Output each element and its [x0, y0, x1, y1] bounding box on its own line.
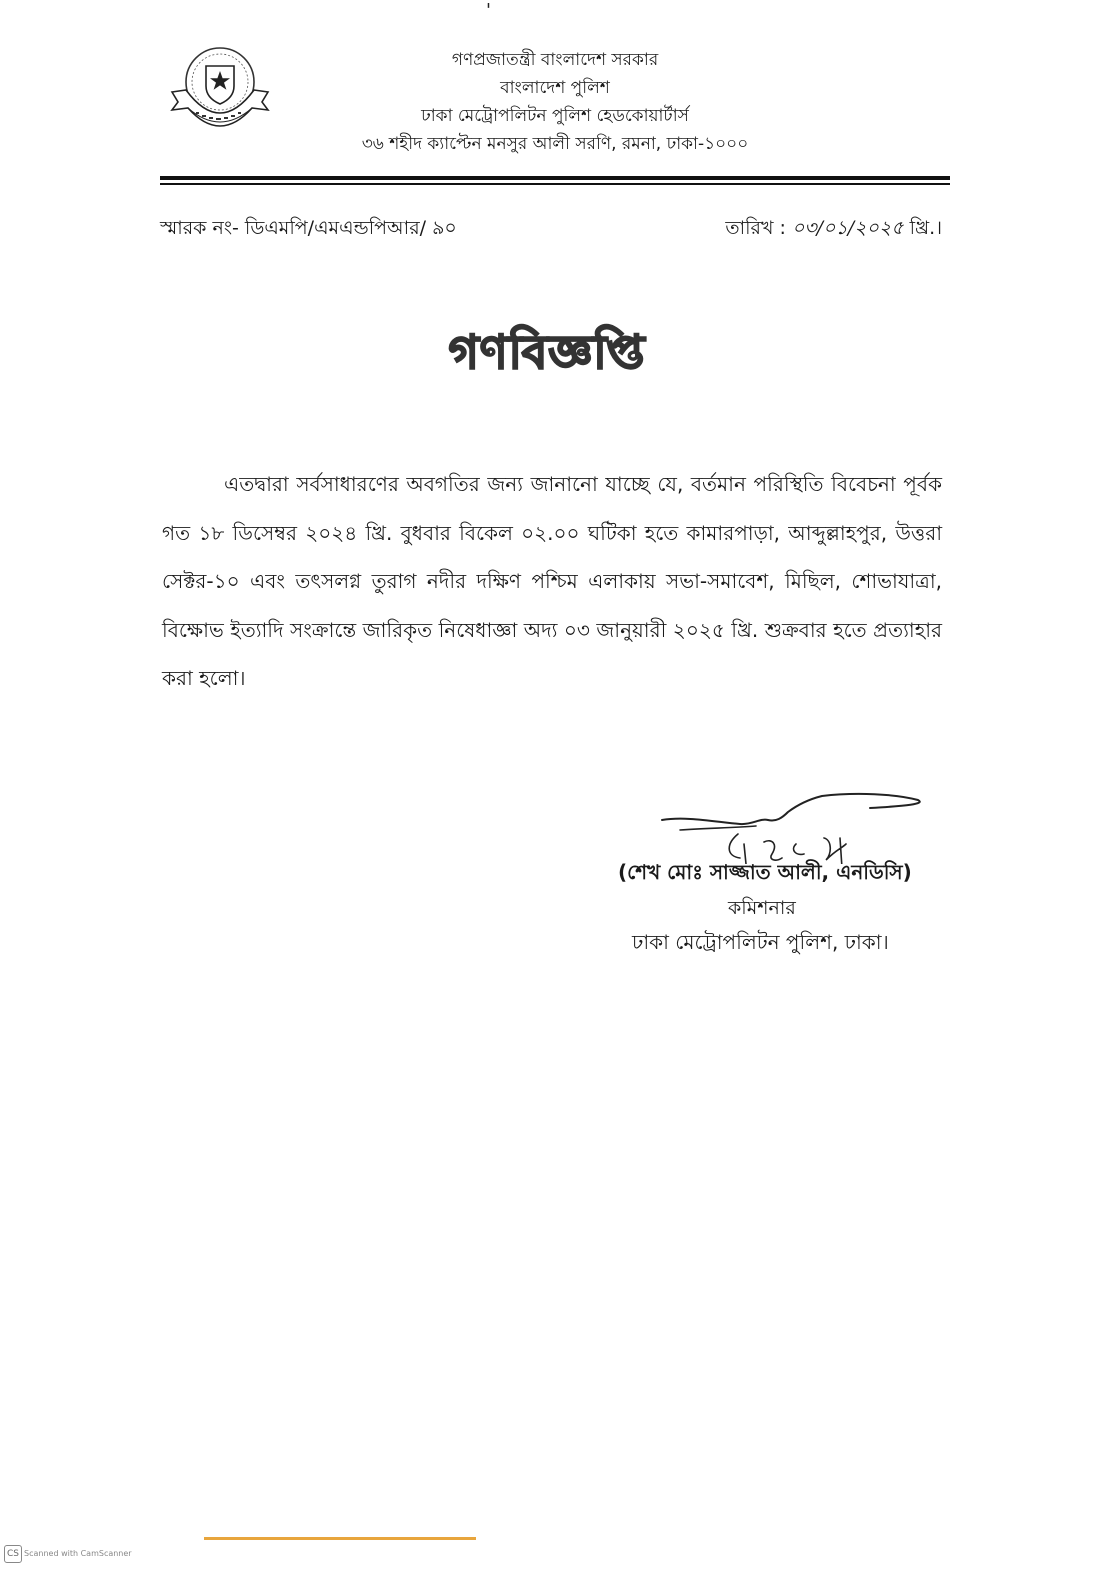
header-rule-thick: [160, 176, 950, 180]
date-line: [725, 214, 942, 246]
letterhead: [300, 46, 810, 158]
footer-scan-line: [204, 1537, 476, 1540]
date-suffix: খ্রি.।: [909, 217, 942, 239]
notice-title: গণবিজ্ঞপ্তি: [448, 325, 646, 379]
header-department: বাংলাদেশ পুলিশ: [500, 78, 610, 98]
notice-body: এতদ্বারা সর্বসাধারণের অবগতির জন্য জানানো যাচ্ছে যে, বর্তমান পরিস্থিতি বিবেচনা পূর্বক গত ১৮ ডিসেম্বর ২০২৪ খ্রি. বুধবার বিকেল ০২.০০ ঘটিকা হতে কামারপাড়া, আব্দুল্লাহপুর, উত্তরা সেক্টর-১০ এবং তৎসলগ্ন তুরাগ নদীর দক্ষিণ পশ্চিম এলাকায় সভা-সমাবেশ, মিছিল, শোভাযাত্রা, বিক্ষোভ ইত্যাদি সংক্রান্তে জারিকৃত নিষেধাজ্ঞা অদ্য ০৩ জানুয়ারী ২০২৫ খ্রি. শুক্রবার হতে প্রত্যাহার করা হলো।: [162, 472, 942, 690]
date-value: ০৩/০১/২০২৫: [791, 217, 904, 239]
signatory-organization: ঢাকা মেট্রোপলিটন পুলিশ, ঢাকা।: [632, 930, 889, 954]
date-label: তারিখ :: [725, 217, 786, 239]
header-rule-thin: [160, 183, 950, 185]
memo-number: স্মারক নং- ডিএমপি/এমএন্ডপিআর/ ৯০: [160, 217, 457, 239]
police-emblem-icon: [166, 44, 274, 140]
header-office: ঢাকা মেট্রোপলিটন পুলিশ হেডকোয়ার্টার্স: [421, 106, 689, 126]
scanner-watermark: Scanned with CamScanner: [24, 1549, 132, 1558]
handwritten-signature: [656, 784, 932, 864]
signatory-name: (শেখ মোঃ সাজ্জাত আলী, এনডিসি): [618, 860, 912, 884]
camscanner-icon: CS: [4, 1545, 22, 1563]
signatory-title: কমিশনার: [728, 897, 796, 919]
header-address: ৩৬ শহীদ ক্যাপ্টেন মনসুর আলী সরণি, রমনা, ঢাকা-১০০০: [361, 134, 749, 154]
top-mark: ': [486, 0, 491, 21]
header-government: গণপ্রজাতন্ত্রী বাংলাদেশ সরকার: [451, 50, 659, 70]
